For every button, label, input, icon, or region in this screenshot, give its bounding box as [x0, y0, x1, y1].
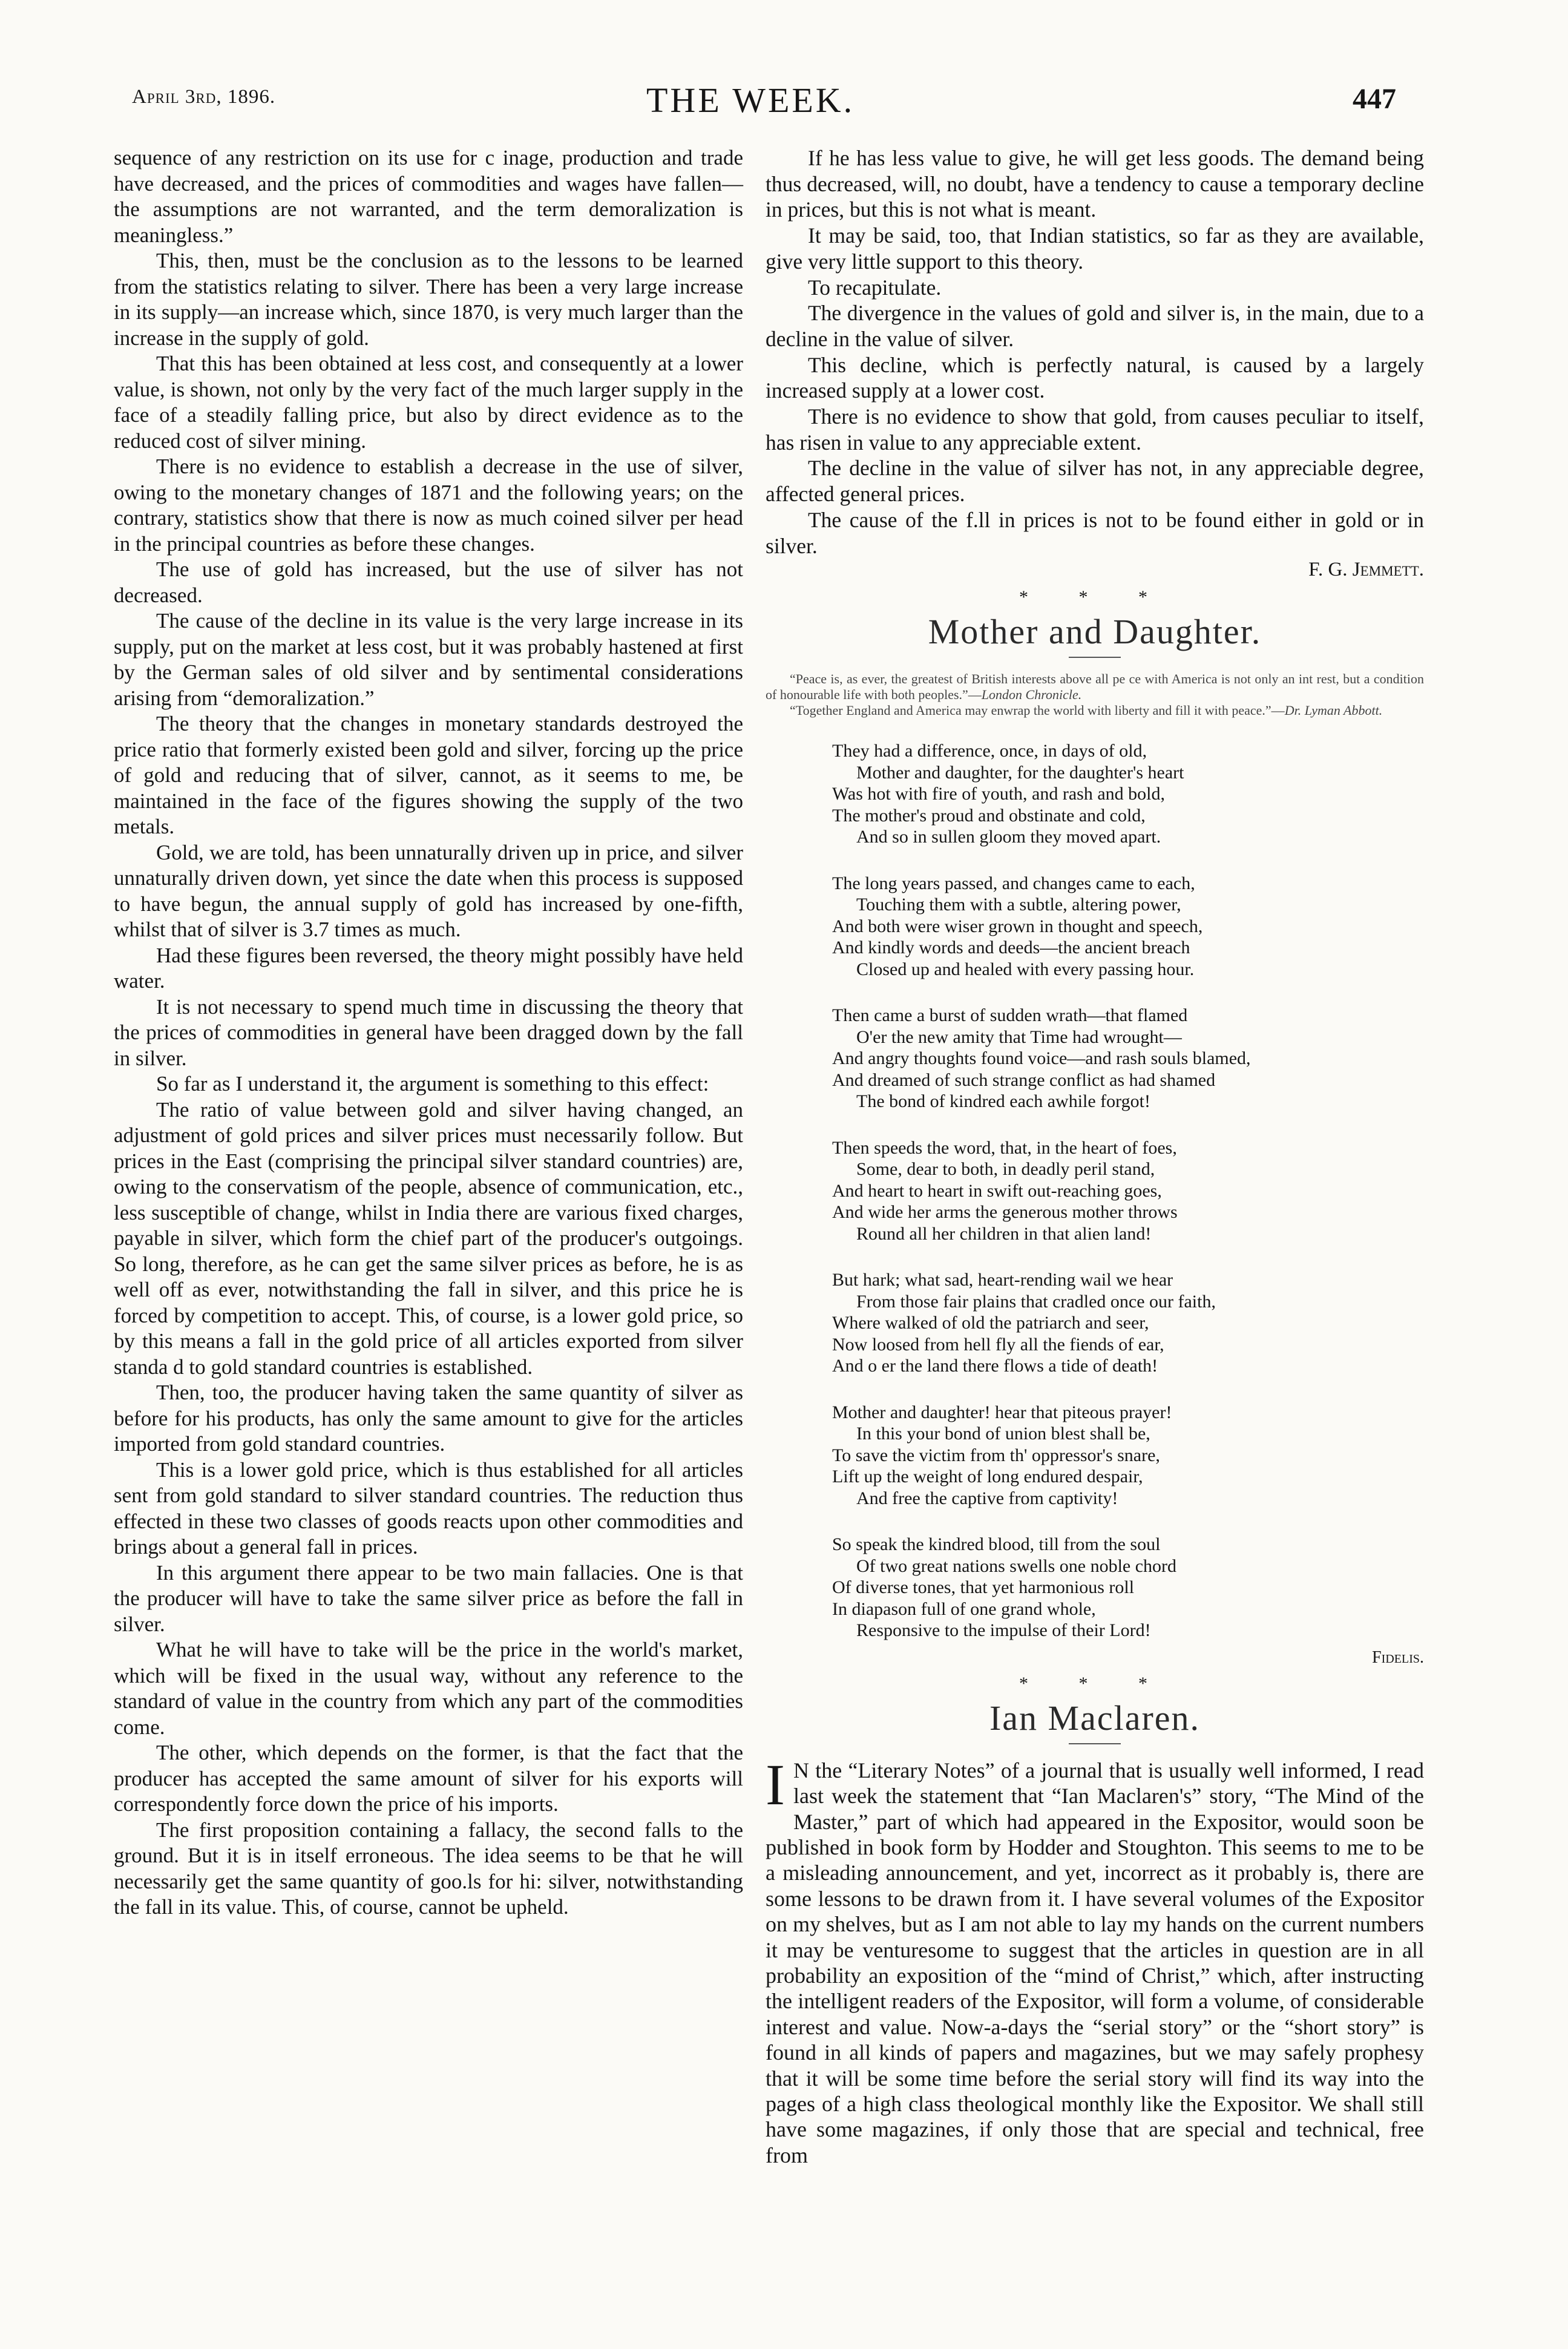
maclaren-paragraph: I N the “Literary Notes” of a journal that is usually well informed, I read last week the statement that “Ian Maclaren's” story, “The Mind of the Master,” part of which had appeared in the Expositor, would soon be published in book form by Hodder and Stoughton. This seems to me to be a misleading announcement, and yet, incorrect as it probably is, there are some lessons to be drawn from it. I have several volumes of the Expositor on my shelves, but as I am not able to lay my hands on the current numbers it may be venturesome to suggest that the articles in question are in all probability an exposition of the “mind of Christ,” which, after instructing the intelligent readers of the Expositor, will form a volume, of considerable interest and value. Now-a-days the “serial story” or the “short story” is found in all kinds of papers and magazines, but we may safely prophesy that it will be some time before the serial story will find its way into the pages of a high class theological monthly like the Expositor. We shall still have some magazines, if only those that are special and technical, free from [766, 1752, 1424, 2167]
right-paragraph: This decline, which is perfectly natural, is caused by a largely increased supply at a lower cost. [766, 352, 1424, 403]
article-signature: F. G. Jemmett. [1308, 559, 1424, 581]
poem-line: Then speeds the word, that, in the heart of foes, [832, 1137, 1177, 1158]
poem-line: And kindly words and deeds—the ancient breach [832, 938, 1190, 958]
poem-body [832, 740, 1424, 1641]
right-paragraph: To recapitulate. [808, 275, 942, 300]
poem-line: Closed up and healed with every passing hour. [856, 959, 1195, 979]
title-rule [1069, 657, 1121, 658]
header-page-number: 447 [1353, 83, 1396, 115]
poem-title: Mother and Daughter. [928, 612, 1262, 652]
poem-line: And wide her arms the generous mother throws [832, 1202, 1178, 1223]
poem-stanza [832, 1269, 1424, 1377]
right-paragraph: The decline in the value of silver has not, in any appreciable degree, affected general prices. [766, 456, 1424, 507]
left-paragraph: Then, too, the producer having taken the same quantity of silver as before for his products, has only the same amount to give for the articles imported from gold standard countries. [114, 1381, 743, 1456]
poem-line: The mother's proud and obstinate and cold, [832, 805, 1146, 826]
left-column [114, 145, 743, 1920]
poem-line: In diapason full of one grand whole, [832, 1598, 1096, 1619]
right-paragraph: It may be said, too, that Indian statistics, so far as they are available, give very little support to this theory. [766, 223, 1424, 274]
poem-line: Touching them with a subtle, altering power, [856, 895, 1181, 915]
left-paragraph: sequence of any restriction on its use for c inage, production and trade have decreased, and the prices of commodities and wages have fallen—the assumptions are not warranted, and the term demoralization is meaningless.” [114, 146, 743, 247]
section-divider-stars: * * * [1019, 587, 1170, 608]
poem-line: In this your bond of union blest shall be, [856, 1424, 1150, 1444]
poem-stanza [832, 1137, 1424, 1245]
poem-line: And angry thoughts found voice—and rash souls blamed, [832, 1048, 1251, 1069]
poem-line: Then came a burst of sudden wrath—that flamed [832, 1005, 1188, 1026]
left-paragraph: There is no evidence to establish a decrease in the use of silver, owing to the monetary changes of 1871 and the following years; on the contrary, statistics show that there is now as much coined silver per head in the principal countries as before these changes. [114, 455, 743, 556]
poem-line: And o er the land there flows a tide of death! [832, 1356, 1158, 1376]
poem-line: The long years passed, and changes came to each, [832, 873, 1195, 893]
left-paragraph: The ratio of value between gold and silver having changed, an adjustment of gold prices and silver prices must necessarily follow. But prices in the East (comprising the principal silver standard countries) are, owing to the conservatism of the people, absence of communication, etc., less susceptible of change, whilst in India there are various fixed charges, payable in silver, which form the chief part of the producer's outgoings. So long, therefore, as he can get the same silver prices as before, he is as well off as ever, notwithstanding the fall in silver, and this price he is forced by competition to accept. This, of course, is a lower gold price, so by this means a fall in the gold price of all articles exported from silver standa d to gold standard countries is established. [114, 1097, 743, 1379]
poem-stanza [832, 1534, 1424, 1641]
maclaren-article [766, 1752, 1424, 2169]
left-paragraph: The cause of the decline in its value is the very large increase in its supply, put on the market at less cost, but it was probably hastened at first by the German sales of old silver and by sentimental considerations arising from “demoralization.” [114, 609, 743, 710]
poem-line: They had a difference, once, in days of old, [832, 741, 1147, 761]
left-paragraph: The first proposition containing a fallacy, the second falls to the ground. But it is in itself erroneous. The idea seems to be that he will necessarily get the same quantity of goo.ls for hi: silver, notwithstanding the fall in its value. This, of course, cannot be upheld. [114, 1818, 743, 1919]
right-paragraph: If he has less value to give, he will get less goods. The demand being thus decreased, will, no doubt, have a tendency to cause a temporary decline in prices, but this is not what is meant. [766, 146, 1424, 222]
poem-epigraphs [766, 671, 1424, 718]
epigraph-source: London Chronicle. [981, 687, 1082, 703]
left-paragraph: So far as I understand it, the argument is something to this effect: [156, 1072, 709, 1096]
title-rule [1069, 1743, 1121, 1744]
epigraph-source: Dr. Lyman Abbott. [1284, 703, 1383, 718]
poem-line: And dreamed of such strange conflict as had shamed [832, 1069, 1216, 1090]
drop-cap: I [766, 1752, 785, 1817]
left-paragraph: What he will have to take will be the price in the world's market, which will be fixed in the usual way, without any reference to the standard of value in the country from which any part of the commodities come. [114, 1638, 743, 1739]
poem-line: And heart to heart in swift out-reaching goes, [832, 1180, 1162, 1201]
left-paragraph: It is not necessary to spend much time in discussing the theory that the prices of commodities in general have been dragged down by the fall in silver. [114, 994, 743, 1070]
poem-stanza [832, 873, 1424, 981]
poem-line: Mother and daughter, for the daughter's heart [856, 762, 1184, 783]
right-paragraph: There is no evidence to show that gold, from causes peculiar to itself, has risen in value to any appreciable extent. [766, 404, 1424, 455]
poem-line: Lift up the weight of long endured despair, [832, 1467, 1143, 1487]
poem-line: Some, dear to both, in deadly peril stand, [856, 1159, 1155, 1180]
poem-line: Was hot with fire of youth, and rash and bold, [832, 784, 1165, 804]
header-date: April 3rd, 1896. [132, 86, 276, 108]
header-title: THE WEEK. [646, 80, 855, 120]
poem-line: To save the victim from th' oppressor's snare, [832, 1445, 1160, 1465]
poem-line: So speak the kindred blood, till from the soul [832, 1534, 1161, 1555]
poem-signature: Fidelis. [1372, 1648, 1424, 1667]
right-column [766, 145, 1424, 2168]
maclaren-title: Ian Maclaren. [989, 1698, 1201, 1738]
poem-line: Round all her children in that alien land! [856, 1223, 1152, 1244]
poem-line: And both were wiser grown in thought and speech, [832, 916, 1203, 936]
left-paragraph: This, then, must be the conclusion as to the lessons to be learned from the statistics relating to silver. There has been a very large increase in its supply—an increase which, since 1870, is very much larger than the increase in the supply of gold. [114, 249, 743, 350]
section-divider-stars: * * * [1019, 1673, 1170, 1694]
left-paragraph: Gold, we are told, has been unnaturally driven up in price, and silver unnaturally driven down, yet since the date when this process is supposed to have begun, the annual supply of gold has increased by one-fifth, whilst that of silver is 3.7 times as much. [114, 840, 743, 941]
poem-line: The bond of kindred each awhile forgot! [856, 1091, 1150, 1112]
poem-line: And free the captive from captivity! [856, 1488, 1118, 1508]
poem-line: Of two great nations swells one noble chord [856, 1556, 1177, 1576]
poem-line: And so in sullen gloom they moved apart. [856, 827, 1161, 847]
left-paragraph: Had these figures been reversed, the theory might possibly have held water. [114, 943, 743, 993]
right-paragraph: The divergence in the values of gold and silver is, in the main, due to a decline in the value of silver. [766, 301, 1424, 351]
poem-line: From those fair plains that cradled once our faith, [856, 1291, 1216, 1312]
poem-line: Responsive to the impulse of their Lord! [856, 1620, 1151, 1641]
right-paragraph: The cause of the f.ll in prices is not to be found either in gold or in silver. [766, 507, 1424, 558]
left-paragraph: In this argument there appear to be two main fallacies. One is that the producer will have to take the same silver price as before the fall in silver. [114, 1560, 743, 1636]
left-paragraph: The use of gold has increased, but the use of silver has not decreased. [114, 557, 743, 607]
poem-line: Mother and daughter! hear that piteous prayer! [832, 1402, 1172, 1422]
poem-line: But hark; what sad, heart-rending wail we hear [832, 1270, 1173, 1290]
poem-line: Of diverse tones, that yet harmonious roll [832, 1577, 1135, 1598]
epigraph: “Peace is, as ever, the greatest of British interests above all pe ce with America is not only an int rest, but a condition of honourable life with both peoples.”—London Chronicle. [766, 671, 1424, 703]
poem-line: O'er the new amity that Time had wrought— [856, 1027, 1182, 1047]
left-paragraph: The other, which depends on the former, is that the fact that the producer has accepted the same amount of silver for his exports will correspondently force down the price of his imports. [114, 1741, 743, 1816]
left-paragraph: That this has been obtained at less cost, and consequently at a lower value, is shown, not only by the very fact of the much larger supply in the face of a steadily falling price, but also by direct evidence as to the reduced cost of silver mining. [114, 352, 743, 453]
epigraph: “Together England and America may enwrap the world with liberty and fill it with peace.”—Dr. Lyman Abbott. [790, 703, 1383, 718]
left-paragraph: The theory that the changes in monetary standards destroyed the price ratio that formerly existed been gold and silver, forcing up the price of gold and reducing that of silver, cannot, as it seems to me, be maintained in the face of the figures showing the supply of the two metals. [114, 712, 743, 838]
poem-line: Where walked of old the patriarch and seer, [832, 1313, 1149, 1333]
poem-stanza [832, 1005, 1424, 1112]
left-paragraph: This is a lower gold price, which is thus established for all articles sent from gold standard to silver standard countries. The reduction thus effected in these two classes of goods reacts upon other commodities and brings about a general fall in prices. [114, 1457, 743, 1559]
poem-stanza [832, 740, 1424, 848]
poem-stanza [832, 1402, 1424, 1510]
poem-line: Now loosed from hell fly all the fiends of ear, [832, 1334, 1164, 1355]
